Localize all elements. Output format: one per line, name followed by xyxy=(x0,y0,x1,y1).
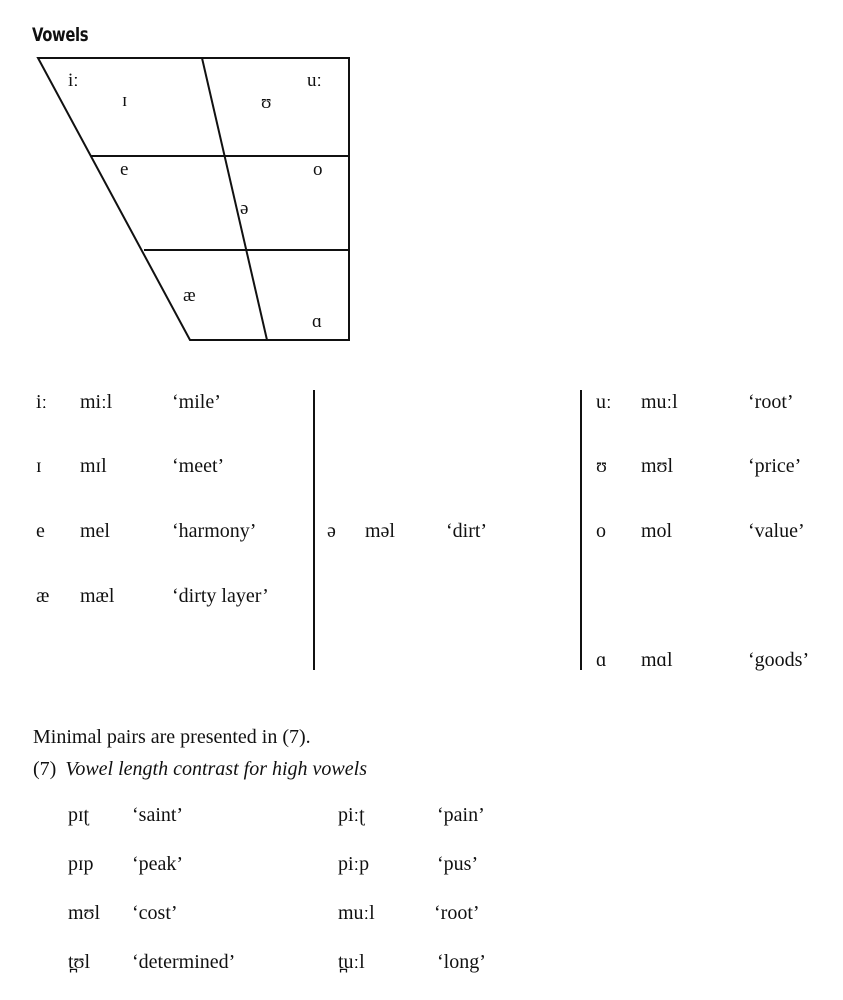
example-number: (7) xyxy=(33,758,57,780)
gloss: ‘harmony’ xyxy=(172,520,257,542)
vowel-symbol: ɪ xyxy=(36,455,42,477)
vowel-chart xyxy=(0,0,843,360)
long-word: muːl xyxy=(338,902,375,924)
example-word: mel xyxy=(80,520,110,542)
short-word: pɪp xyxy=(68,853,94,875)
vowel-symbol: iː xyxy=(36,391,48,413)
short-word: mʊl xyxy=(68,902,101,924)
column-divider-left xyxy=(313,390,315,670)
chart-label-i-long: iː xyxy=(68,70,79,91)
vowel-symbol: uː xyxy=(596,391,612,413)
short-gloss: ‘peak’ xyxy=(132,853,184,875)
example-word: mol xyxy=(641,520,673,542)
short-gloss: ‘saint’ xyxy=(132,804,184,826)
chart-label-u-short: ʊ xyxy=(261,92,272,113)
gloss: ‘meet’ xyxy=(172,455,225,477)
short-word: t̪ʊl xyxy=(68,951,91,973)
long-word: t̪uːl xyxy=(338,951,365,973)
chart-label-e: e xyxy=(120,159,129,180)
vowel-symbol: ɑ xyxy=(596,649,607,671)
example-word: miːl xyxy=(80,391,113,413)
example-word: mɑl xyxy=(641,649,673,671)
example-word: mɪl xyxy=(80,455,107,477)
gloss: ‘goods’ xyxy=(748,649,810,671)
gloss: ‘dirty layer’ xyxy=(172,585,269,607)
column-divider-right xyxy=(580,390,582,670)
vowel-symbol: ʊ xyxy=(596,455,607,477)
chart-label-i-short: ɪ xyxy=(122,90,128,111)
gloss: ‘mile’ xyxy=(172,391,221,413)
long-gloss: ‘pain’ xyxy=(437,804,485,826)
gloss: ‘value’ xyxy=(748,520,805,542)
chart-label-a: ɑ xyxy=(312,311,322,332)
vowel-symbol: ə xyxy=(327,520,336,542)
chart-line-central xyxy=(202,58,267,340)
example-word: mæl xyxy=(80,585,115,607)
example-title: Vowel length contrast for high vowels xyxy=(65,758,367,780)
short-gloss: ‘cost’ xyxy=(132,902,178,924)
long-gloss: ‘long’ xyxy=(437,951,486,973)
gloss: ‘dirt’ xyxy=(446,520,488,542)
example-word: mʊl xyxy=(641,455,674,477)
vowel-symbol: æ xyxy=(36,585,50,607)
body-paragraph: Minimal pairs are presented in (7). xyxy=(33,726,311,748)
short-gloss: ‘determined’ xyxy=(132,951,236,973)
long-gloss: ‘root’ xyxy=(434,902,480,924)
vowel-symbol: o xyxy=(596,520,606,542)
chart-label-schwa: ə xyxy=(240,198,249,219)
long-word: piːʈ xyxy=(338,804,365,826)
chart-label-o: o xyxy=(313,159,323,180)
example-word: məl xyxy=(365,520,395,542)
gloss: ‘price’ xyxy=(748,455,802,477)
vowel-symbol: e xyxy=(36,520,45,542)
chart-label-ae: æ xyxy=(183,285,196,306)
long-gloss: ‘pus’ xyxy=(437,853,479,875)
chart-label-u-long: uː xyxy=(307,70,322,91)
short-word: pɪʈ xyxy=(68,804,90,826)
example-word: muːl xyxy=(641,391,678,413)
section-heading: Vowels xyxy=(32,24,89,46)
long-word: piːp xyxy=(338,853,370,875)
gloss: ‘root’ xyxy=(748,391,794,413)
example-heading xyxy=(33,758,367,781)
